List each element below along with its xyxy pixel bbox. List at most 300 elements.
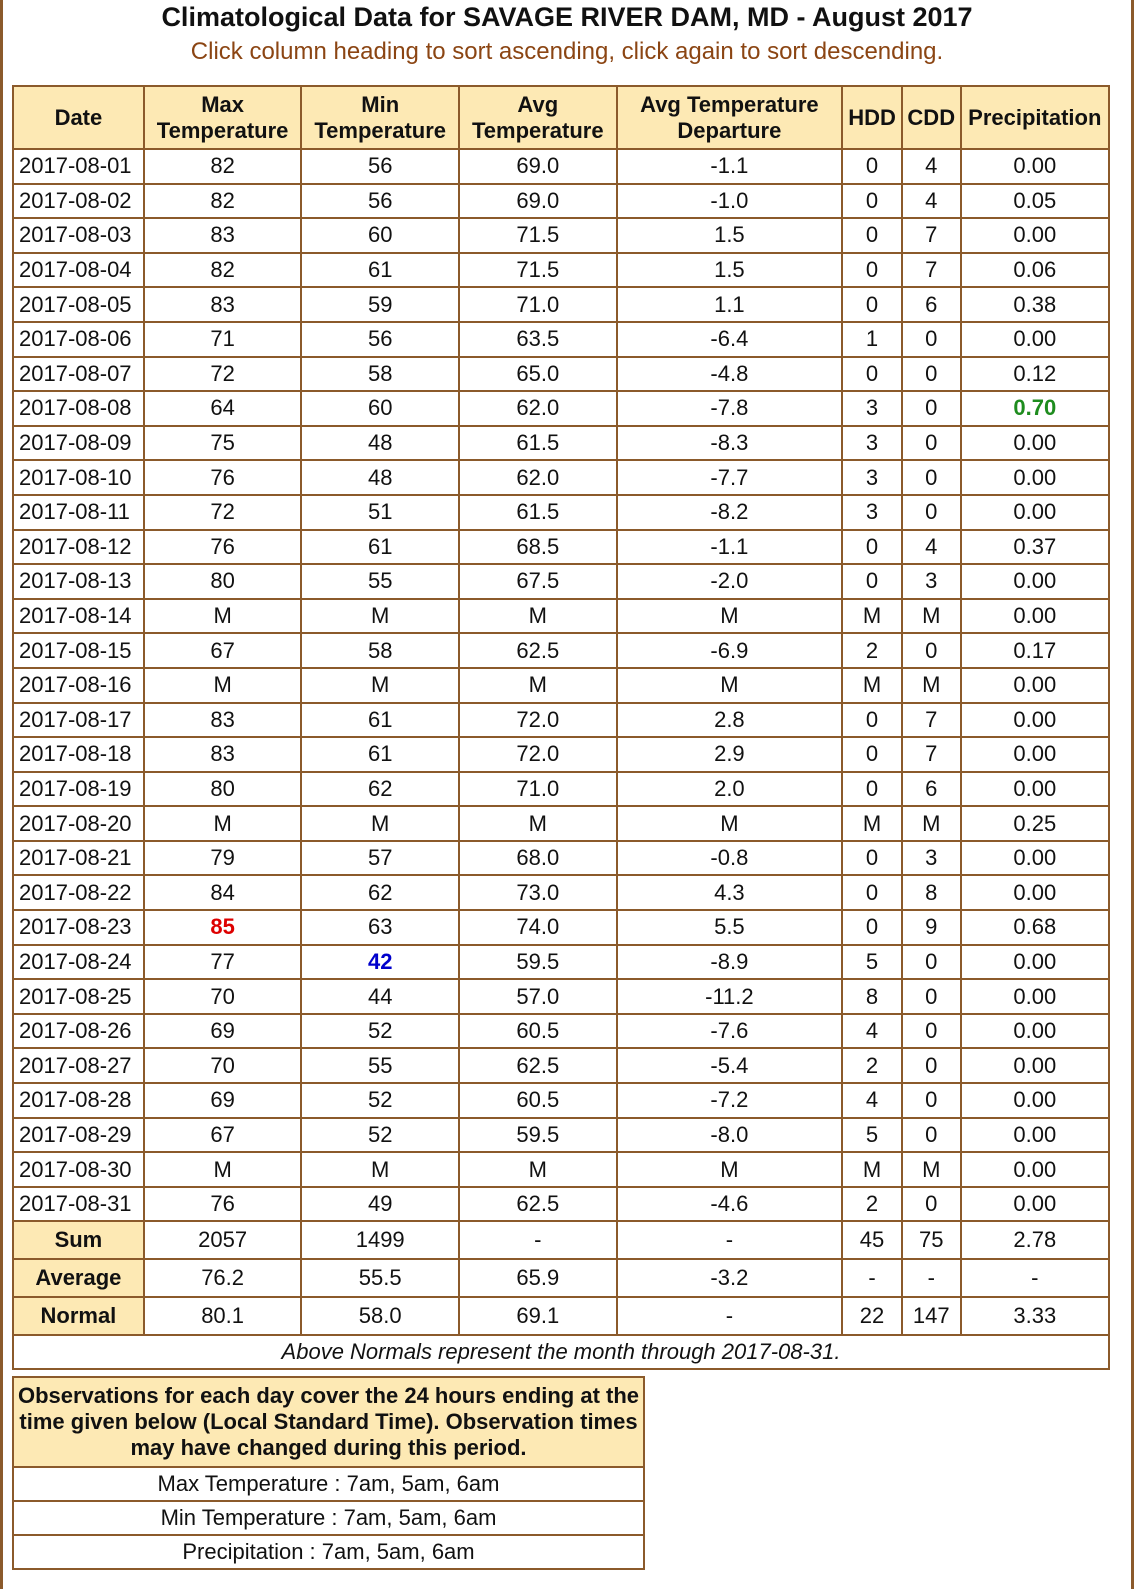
cell-max-temperature: 72 (144, 495, 302, 530)
cell-min-temperature: 52 (301, 1014, 459, 1049)
cell-hdd: 0 (842, 703, 902, 738)
cell-cdd: 4 (902, 530, 961, 565)
cell-avg-temperature-departure: -4.8 (617, 357, 843, 392)
cell-precipitation: 0.00 (961, 426, 1109, 461)
cell-cdd: 7 (902, 737, 961, 772)
cell-cdd: 7 (902, 218, 961, 253)
summary-row-normal (13, 1297, 1109, 1335)
cell-avg-temperature: 62.5 (459, 1048, 617, 1083)
cell-precipitation: 0.00 (961, 841, 1109, 876)
cell-max-temperature: 83 (144, 287, 302, 322)
cell-date: 2017-08-09 (13, 426, 144, 461)
cell-precipitation: 0.12 (961, 357, 1109, 392)
table-row (13, 910, 1109, 945)
cell-avg-temperature-departure: -7.2 (617, 1083, 843, 1118)
cell-avg-temperature-departure: -7.6 (617, 1014, 843, 1049)
cell-max-temperature: 79 (144, 841, 302, 876)
cell-cdd: 0 (902, 495, 961, 530)
cell-hdd: 0 (842, 184, 902, 219)
cell-date: 2017-08-20 (13, 806, 144, 841)
cell-hdd: M (842, 1152, 902, 1187)
table-row (13, 218, 1109, 253)
cell-precipitation: 0.00 (961, 703, 1109, 738)
summary-label: Normal (13, 1297, 144, 1335)
cell-min-temperature: 60 (301, 218, 459, 253)
table-row (13, 945, 1109, 980)
cell-date: 2017-08-22 (13, 875, 144, 910)
cell-max-temperature: 83 (144, 703, 302, 738)
table-row (13, 633, 1109, 668)
cell-hdd: 0 (842, 841, 902, 876)
cell-date: 2017-08-12 (13, 530, 144, 565)
cell-precipitation: 0.17 (961, 633, 1109, 668)
cell-cdd: M (902, 806, 961, 841)
cell-max-temperature: 84 (144, 875, 302, 910)
cell-cdd: 7 (902, 703, 961, 738)
cell-avg-temperature-departure: -4.6 (617, 1187, 843, 1222)
cell-precipitation: 0.68 (961, 910, 1109, 945)
cell-min-temperature: 59 (301, 287, 459, 322)
table-row (13, 322, 1109, 357)
cell-avg-temperature-departure: -5.4 (617, 1048, 843, 1083)
cell-min-temperature: 63 (301, 910, 459, 945)
cell-min-temperature: 60 (301, 391, 459, 426)
cell-min-temperature: 56 (301, 184, 459, 219)
cell-hdd: 4 (842, 1014, 902, 1049)
cell-avg-temperature: 62.0 (459, 460, 617, 495)
cell-avg-temperature: 68.0 (459, 841, 617, 876)
observation-time-max-temperature: Max Temperature : 7am, 5am, 6am (13, 1467, 644, 1501)
column-header-precipitation[interactable]: Precipitation (961, 86, 1109, 149)
cell-precipitation: 0.00 (961, 218, 1109, 253)
cell-avg-temperature: 69.0 (459, 184, 617, 219)
cell-avg-temperature-departure: -6.9 (617, 633, 843, 668)
cell-precipitation: 0.00 (961, 460, 1109, 495)
cell-min-temperature: M (301, 1152, 459, 1187)
cell-max-temperature: 70 (144, 1048, 302, 1083)
normals-note: Above Normals represent the month through 2017-08-31. (13, 1335, 1109, 1369)
cell-hdd: 0 (842, 737, 902, 772)
cell-avg-temperature: M (459, 668, 617, 703)
cell-date: 2017-08-07 (13, 357, 144, 392)
cell-cdd: 0 (902, 1014, 961, 1049)
sort-instructions: Click column heading to sort ascending, click again to sort descending. (190, 38, 944, 65)
cell-min-temperature: 57 (301, 841, 459, 876)
cell-precipitation: 0.00 (961, 1187, 1109, 1222)
summary-row-sum (13, 1221, 1109, 1259)
table-row (13, 426, 1109, 461)
cell-avg-temperature: 63.5 (459, 322, 617, 357)
cell-avg-temperature-departure: 1.5 (617, 218, 843, 253)
cell-hdd: 3 (842, 495, 902, 530)
summary-avg-temperature-departure: -3.2 (617, 1259, 843, 1297)
summary-label: Average (13, 1259, 144, 1297)
cell-cdd: 7 (902, 253, 961, 288)
cell-max-temperature: M (144, 806, 302, 841)
cell-hdd: 3 (842, 426, 902, 461)
cell-avg-temperature-departure: M (617, 806, 843, 841)
cell-date: 2017-08-13 (13, 564, 144, 599)
summary-hdd: 22 (842, 1297, 902, 1335)
cell-avg-temperature: 60.5 (459, 1083, 617, 1118)
table-row (13, 530, 1109, 565)
cell-date: 2017-08-11 (13, 495, 144, 530)
table-row (13, 564, 1109, 599)
cell-precipitation: 0.00 (961, 668, 1109, 703)
summary-max-temperature: 76.2 (144, 1259, 302, 1297)
cell-max-temperature: M (144, 599, 302, 634)
climate-data-table (12, 85, 1110, 1370)
cell-avg-temperature: 73.0 (459, 875, 617, 910)
cell-avg-temperature-departure: M (617, 1152, 843, 1187)
page-title: Climatological Data for SAVAGE RIVER DAM, MD - August 2017 (161, 2, 973, 32)
cell-avg-temperature-departure: M (617, 599, 843, 634)
cell-date: 2017-08-02 (13, 184, 144, 219)
cell-hdd: 0 (842, 772, 902, 807)
cell-hdd: 5 (842, 1118, 902, 1153)
table-row (13, 1118, 1109, 1153)
cell-avg-temperature: 57.0 (459, 979, 617, 1014)
cell-date: 2017-08-05 (13, 287, 144, 322)
cell-avg-temperature-departure: -1.1 (617, 149, 843, 184)
cell-precipitation: 0.00 (961, 1152, 1109, 1187)
column-header-min-temperature[interactable]: Min Temperature (301, 86, 459, 149)
cell-avg-temperature: 59.5 (459, 1118, 617, 1153)
cell-avg-temperature: 74.0 (459, 910, 617, 945)
table-row (13, 460, 1109, 495)
cell-hdd: 0 (842, 287, 902, 322)
summary-precipitation: 3.33 (961, 1297, 1109, 1335)
cell-min-temperature: 56 (301, 149, 459, 184)
cell-hdd: M (842, 806, 902, 841)
cell-avg-temperature: 62.5 (459, 633, 617, 668)
summary-avg-temperature-departure: - (617, 1221, 843, 1259)
cell-avg-temperature-departure: 2.0 (617, 772, 843, 807)
cell-precipitation: 0.00 (961, 1048, 1109, 1083)
cell-date: 2017-08-17 (13, 703, 144, 738)
column-header-cdd[interactable]: CDD (902, 86, 961, 149)
cell-hdd: 0 (842, 218, 902, 253)
cell-max-temperature: 75 (144, 426, 302, 461)
cell-precipitation: 0.70 (961, 391, 1109, 426)
cell-max-temperature: 82 (144, 184, 302, 219)
table-header-row (13, 86, 1109, 149)
cell-avg-temperature-departure: 4.3 (617, 875, 843, 910)
cell-avg-temperature-departure: -1.0 (617, 184, 843, 219)
cell-max-temperature: 83 (144, 218, 302, 253)
table-row (13, 875, 1109, 910)
cell-min-temperature: 56 (301, 322, 459, 357)
cell-hdd: 4 (842, 1083, 902, 1118)
summary-avg-temperature: - (459, 1221, 617, 1259)
summary-max-temperature: 2057 (144, 1221, 302, 1259)
summary-min-temperature: 1499 (301, 1221, 459, 1259)
cell-date: 2017-08-14 (13, 599, 144, 634)
table-row (13, 495, 1109, 530)
cell-cdd: 0 (902, 945, 961, 980)
cell-cdd: 0 (902, 322, 961, 357)
cell-hdd: 0 (842, 910, 902, 945)
cell-cdd: 0 (902, 979, 961, 1014)
cell-avg-temperature: M (459, 806, 617, 841)
table-row (13, 1152, 1109, 1187)
cell-avg-temperature-departure: 1.1 (617, 287, 843, 322)
observation-times-header: Observations for each day cover the 24 hours ending at the time given below (Local Standard Time). Observation times may have changed during this period. (13, 1377, 644, 1467)
table-row (13, 979, 1109, 1014)
cell-date: 2017-08-08 (13, 391, 144, 426)
cell-min-temperature: 55 (301, 1048, 459, 1083)
cell-cdd: 0 (902, 633, 961, 668)
cell-hdd: 0 (842, 253, 902, 288)
cell-avg-temperature: M (459, 599, 617, 634)
cell-date: 2017-08-01 (13, 149, 144, 184)
cell-max-temperature: 70 (144, 979, 302, 1014)
cell-min-temperature: 58 (301, 357, 459, 392)
cell-avg-temperature-departure: M (617, 668, 843, 703)
summary-min-temperature: 58.0 (301, 1297, 459, 1335)
cell-date: 2017-08-26 (13, 1014, 144, 1049)
cell-avg-temperature: 72.0 (459, 737, 617, 772)
cell-hdd: 2 (842, 1048, 902, 1083)
cell-avg-temperature-departure: -8.0 (617, 1118, 843, 1153)
cell-max-temperature: 69 (144, 1083, 302, 1118)
cell-hdd: 0 (842, 530, 902, 565)
cell-avg-temperature: 71.5 (459, 218, 617, 253)
cell-date: 2017-08-21 (13, 841, 144, 876)
observation-times-table (12, 1376, 645, 1570)
cell-avg-temperature: 62.5 (459, 1187, 617, 1222)
cell-avg-temperature: 69.0 (459, 149, 617, 184)
cell-cdd: 0 (902, 460, 961, 495)
cell-min-temperature: 44 (301, 979, 459, 1014)
cell-avg-temperature-departure: -1.1 (617, 530, 843, 565)
table-row (13, 841, 1109, 876)
cell-max-temperature: 67 (144, 1118, 302, 1153)
cell-min-temperature: 48 (301, 426, 459, 461)
left-frame-border (0, 0, 3, 1589)
cell-avg-temperature: 61.5 (459, 426, 617, 461)
cell-precipitation: 0.00 (961, 1014, 1109, 1049)
table-row (13, 391, 1109, 426)
cell-cdd: 3 (902, 564, 961, 599)
cell-hdd: 1 (842, 322, 902, 357)
cell-hdd: 3 (842, 460, 902, 495)
cell-cdd: 0 (902, 1048, 961, 1083)
cell-max-temperature: 83 (144, 737, 302, 772)
cell-cdd: 0 (902, 391, 961, 426)
cell-date: 2017-08-16 (13, 668, 144, 703)
cell-avg-temperature-departure: -7.7 (617, 460, 843, 495)
table-row (13, 806, 1109, 841)
cell-avg-temperature-departure: -0.8 (617, 841, 843, 876)
cell-precipitation: 0.00 (961, 599, 1109, 634)
cell-date: 2017-08-23 (13, 910, 144, 945)
column-header-hdd[interactable]: HDD (842, 86, 902, 149)
summary-avg-temperature-departure: - (617, 1297, 843, 1335)
table-row (13, 703, 1109, 738)
cell-avg-temperature: 68.5 (459, 530, 617, 565)
cell-cdd: 6 (902, 287, 961, 322)
summary-cdd: 75 (902, 1221, 961, 1259)
cell-hdd: 5 (842, 945, 902, 980)
cell-avg-temperature: 71.0 (459, 772, 617, 807)
cell-hdd: M (842, 599, 902, 634)
table-row (13, 357, 1109, 392)
summary-avg-temperature: 69.1 (459, 1297, 617, 1335)
cell-avg-temperature-departure: 1.5 (617, 253, 843, 288)
cell-date: 2017-08-27 (13, 1048, 144, 1083)
cell-min-temperature: 61 (301, 703, 459, 738)
cell-hdd: 8 (842, 979, 902, 1014)
cell-avg-temperature-departure: 5.5 (617, 910, 843, 945)
cell-avg-temperature-departure: -2.0 (617, 564, 843, 599)
cell-avg-temperature-departure: -8.9 (617, 945, 843, 980)
observation-time-precipitation: Precipitation : 7am, 5am, 6am (13, 1535, 644, 1569)
cell-min-temperature: 52 (301, 1083, 459, 1118)
cell-cdd: 0 (902, 1118, 961, 1153)
table-row (13, 184, 1109, 219)
cell-date: 2017-08-06 (13, 322, 144, 357)
cell-avg-temperature: 72.0 (459, 703, 617, 738)
cell-hdd: 0 (842, 149, 902, 184)
cell-max-temperature: 80 (144, 564, 302, 599)
cell-max-temperature: 77 (144, 945, 302, 980)
cell-date: 2017-08-19 (13, 772, 144, 807)
cell-avg-temperature: 71.5 (459, 253, 617, 288)
column-header-date[interactable]: Date (13, 86, 144, 149)
cell-date: 2017-08-18 (13, 737, 144, 772)
cell-avg-temperature-departure: -11.2 (617, 979, 843, 1014)
table-row (13, 287, 1109, 322)
cell-precipitation: 0.00 (961, 979, 1109, 1014)
cell-precipitation: 0.00 (961, 495, 1109, 530)
column-header-avg-temperature-departure[interactable]: Avg Temperature Departure (617, 86, 843, 149)
cell-cdd: 0 (902, 357, 961, 392)
summary-min-temperature: 55.5 (301, 1259, 459, 1297)
table-row (13, 599, 1109, 634)
table-row (13, 772, 1109, 807)
cell-date: 2017-08-24 (13, 945, 144, 980)
cell-min-temperature: M (301, 668, 459, 703)
table-row (13, 1048, 1109, 1083)
cell-cdd: 0 (902, 1187, 961, 1222)
cell-max-temperature: 82 (144, 149, 302, 184)
cell-precipitation: 0.00 (961, 875, 1109, 910)
cell-hdd: 2 (842, 633, 902, 668)
cell-max-temperature: 85 (144, 910, 302, 945)
summary-avg-temperature: 65.9 (459, 1259, 617, 1297)
cell-precipitation: 0.00 (961, 322, 1109, 357)
cell-avg-temperature-departure: 2.9 (617, 737, 843, 772)
cell-precipitation: 0.38 (961, 287, 1109, 322)
cell-min-temperature: 55 (301, 564, 459, 599)
cell-avg-temperature: 59.5 (459, 945, 617, 980)
cell-cdd: 4 (902, 184, 961, 219)
cell-min-temperature: 62 (301, 772, 459, 807)
cell-max-temperature: 82 (144, 253, 302, 288)
cell-min-temperature: 52 (301, 1118, 459, 1153)
summary-cdd: 147 (902, 1297, 961, 1335)
cell-precipitation: 0.00 (961, 772, 1109, 807)
cell-date: 2017-08-10 (13, 460, 144, 495)
cell-precipitation: 0.37 (961, 530, 1109, 565)
cell-max-temperature: 76 (144, 530, 302, 565)
cell-avg-temperature: M (459, 1152, 617, 1187)
cell-cdd: 9 (902, 910, 961, 945)
column-header-max-temperature[interactable]: Max Temperature (144, 86, 302, 149)
table-row (13, 1083, 1109, 1118)
normals-note-row (13, 1335, 1109, 1369)
cell-precipitation: 0.00 (961, 1118, 1109, 1153)
cell-avg-temperature: 65.0 (459, 357, 617, 392)
cell-max-temperature: 72 (144, 357, 302, 392)
table-row (13, 149, 1109, 184)
summary-max-temperature: 80.1 (144, 1297, 302, 1335)
observation-time-min-temperature: Min Temperature : 7am, 5am, 6am (13, 1501, 644, 1535)
summary-hdd: 45 (842, 1221, 902, 1259)
summary-row-average (13, 1259, 1109, 1297)
cell-min-temperature: 49 (301, 1187, 459, 1222)
cell-cdd: 3 (902, 841, 961, 876)
cell-avg-temperature-departure: 2.8 (617, 703, 843, 738)
cell-hdd: 0 (842, 357, 902, 392)
summary-label: Sum (13, 1221, 144, 1259)
table-row (13, 668, 1109, 703)
cell-precipitation: 0.00 (961, 737, 1109, 772)
cell-avg-temperature-departure: -8.2 (617, 495, 843, 530)
cell-cdd: M (902, 668, 961, 703)
cell-hdd: 3 (842, 391, 902, 426)
cell-avg-temperature-departure: -6.4 (617, 322, 843, 357)
cell-min-temperature: 61 (301, 737, 459, 772)
cell-date: 2017-08-15 (13, 633, 144, 668)
cell-cdd: M (902, 1152, 961, 1187)
cell-date: 2017-08-04 (13, 253, 144, 288)
cell-date: 2017-08-31 (13, 1187, 144, 1222)
cell-min-temperature: M (301, 599, 459, 634)
cell-date: 2017-08-28 (13, 1083, 144, 1118)
table-summary (13, 1221, 1109, 1369)
cell-cdd: 6 (902, 772, 961, 807)
cell-min-temperature: 62 (301, 875, 459, 910)
cell-max-temperature: 69 (144, 1014, 302, 1049)
cell-precipitation: 0.25 (961, 806, 1109, 841)
cell-precipitation: 0.06 (961, 253, 1109, 288)
table-row (13, 1014, 1109, 1049)
cell-date: 2017-08-25 (13, 979, 144, 1014)
summary-precipitation: - (961, 1259, 1109, 1297)
cell-avg-temperature-departure: -8.3 (617, 426, 843, 461)
cell-max-temperature: 67 (144, 633, 302, 668)
cell-avg-temperature: 61.5 (459, 495, 617, 530)
cell-min-temperature: 48 (301, 460, 459, 495)
cell-cdd: 0 (902, 426, 961, 461)
cell-avg-temperature: 71.0 (459, 287, 617, 322)
cell-precipitation: 0.00 (961, 149, 1109, 184)
cell-hdd: 2 (842, 1187, 902, 1222)
cell-min-temperature: 51 (301, 495, 459, 530)
cell-min-temperature: 42 (301, 945, 459, 980)
column-header-avg-temperature[interactable]: Avg Temperature (459, 86, 617, 149)
cell-max-temperature: 76 (144, 460, 302, 495)
cell-cdd: 8 (902, 875, 961, 910)
cell-max-temperature: M (144, 1152, 302, 1187)
table-body (13, 149, 1109, 1221)
cell-precipitation: 0.00 (961, 564, 1109, 599)
cell-min-temperature: 61 (301, 530, 459, 565)
cell-max-temperature: 80 (144, 772, 302, 807)
cell-avg-temperature: 67.5 (459, 564, 617, 599)
